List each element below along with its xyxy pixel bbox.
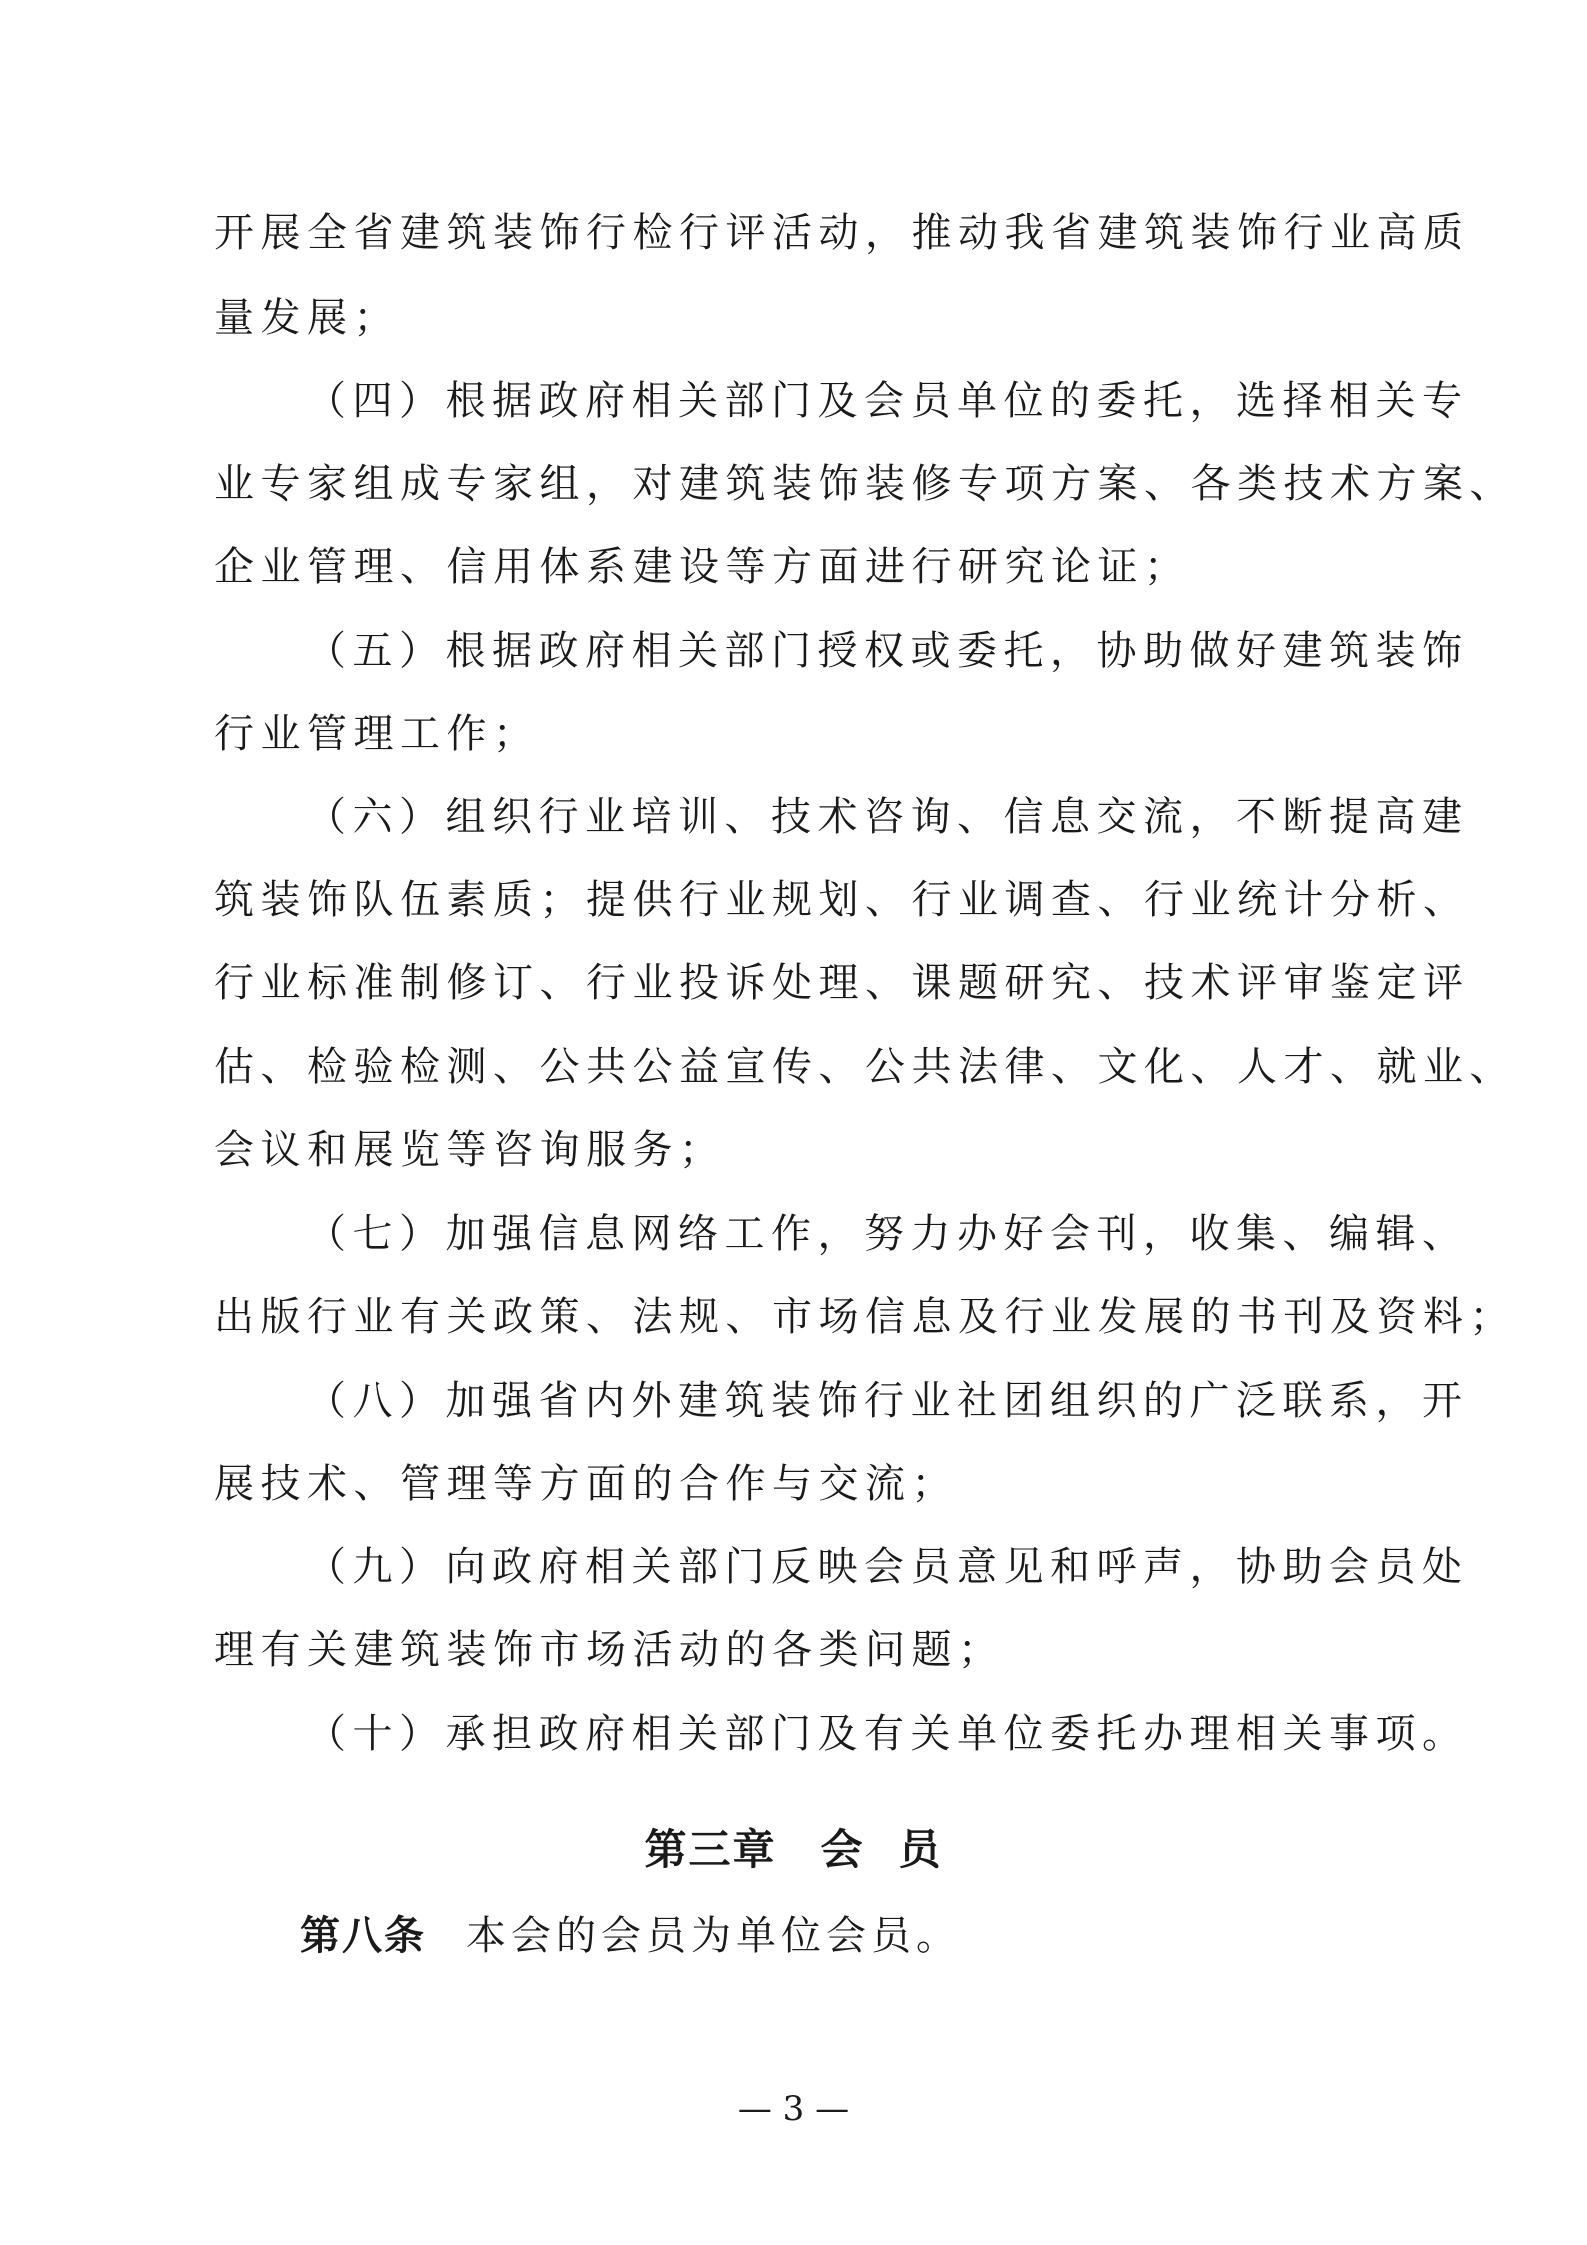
paragraph-line: （八）加强省内外建筑装饰行业社团组织的广泛联系，开: [306, 1378, 1469, 1424]
chapter-number: 第三章: [644, 1825, 777, 1874]
paragraph-line: 行业标准制修订、行业投诉处理、课题研究、技术评审鉴定评: [214, 960, 1470, 1006]
paragraph-line: 量发展；: [214, 295, 400, 341]
paragraph-line: 开展全省建筑装饰行检行评活动，推动我省建筑装饰行业高质: [214, 210, 1470, 256]
chapter-heading: [0, 1820, 1587, 1880]
chapter-title-char: 员: [898, 1825, 943, 1874]
paragraph-line: （五）根据政府相关部门授权或委托，协助做好建筑装饰: [306, 628, 1469, 674]
paragraph-line: 会议和展览等咨询服务；: [214, 1127, 726, 1173]
paragraph-line: 行业管理工作；: [214, 711, 540, 757]
paragraph-line: 估、检验检测、公共公益宣传、公共法律、文化、人才、就业、: [214, 1044, 1516, 1090]
article-paragraph: [300, 1908, 961, 1964]
paragraph-line: （七）加强信息网络工作，努力办好会刊，收集、编辑、: [306, 1211, 1469, 1257]
paragraph-line: （九）向政府相关部门反映会员意见和呼声，协助会员处: [306, 1544, 1469, 1590]
chapter-title-char: 会: [820, 1825, 865, 1874]
page-number: — 3 —: [737, 2089, 850, 2129]
paragraph-line: 业专家组成专家组，对建筑装饰装修专项方案、各类技术方案、: [214, 461, 1516, 507]
paragraph-line: 展技术、管理等方面的合作与交流；: [214, 1461, 958, 1507]
article-label: 第八条: [300, 1913, 426, 1959]
paragraph-line: 出版行业有关政策、法规、市场信息及行业发展的书刊及资料；: [214, 1294, 1516, 1340]
paragraph-line: （十）承担政府相关部门及有关单位委托办理相关事项。: [306, 1711, 1469, 1757]
paragraph-line: 理有关建筑装饰市场活动的各类问题；: [214, 1627, 1005, 1673]
article-text: 本会的会员为单位会员。: [466, 1913, 961, 1959]
paragraph-line: 企业管理、信用体系建设等方面进行研究论证；: [214, 544, 1191, 590]
paragraph-line: 筑装饰队伍素质；提供行业规划、行业调查、行业统计分析、: [214, 877, 1470, 923]
paragraph-line: （六）组织行业培训、技术咨询、信息交流，不断提高建: [306, 794, 1469, 840]
paragraph-line: （四）根据政府相关部门及会员单位的委托，选择相关专: [306, 378, 1469, 424]
